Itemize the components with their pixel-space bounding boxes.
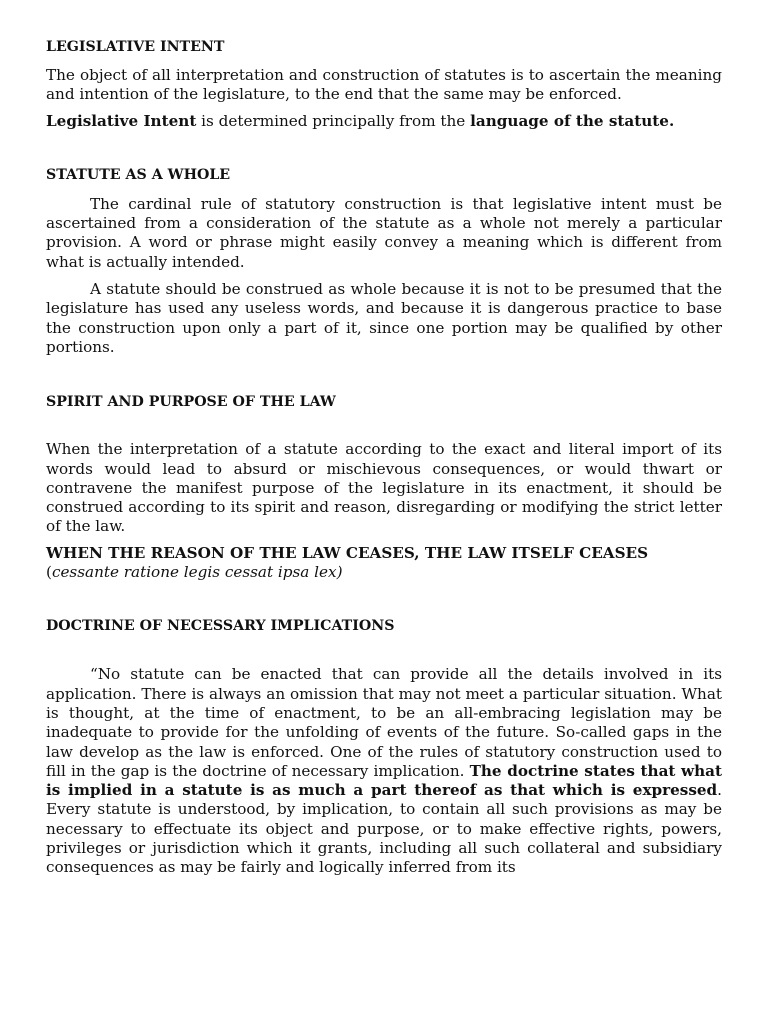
maxim-latin-line (46, 563, 722, 582)
heading-legislative-intent: LEGISLATIVE INTENT (46, 39, 225, 55)
text-every-statute: . Every statute is understood, by implication, to contain all such provisions as may be necessary to effectuate its object and purpose, or to make effective rights, powers, privileges or jurisdiction which it grants, including all such collateral and subsidiary consequences as may be fairly and logically inferred from its (46, 781, 722, 877)
paragraph-legislative-intent-object: The object of all interpretation and construction of statutes is to ascertain the meaning and intention of the legislature, to the end that the same may be enforced. (46, 66, 722, 104)
paragraph-legislative-intent-language (46, 112, 722, 131)
paragraph-cardinal-rule: The cardinal rule of statutory construction is that legislative intent must be ascertained from a consideration of the statute as a whole not merely a particular provision. A word or phrase might easily convey a meaning which is different from what is actually intended. (46, 194, 722, 271)
maxim-paren: ( (46, 563, 52, 582)
bold-legislative-intent: Legislative Intent (46, 111, 197, 130)
heading-necessary-implications: DOCTRINE OF NECESSARY IMPLICATIONS (46, 618, 395, 635)
paragraph-necessary-implication (46, 665, 722, 877)
heading-spirit-purpose: SPIRIT AND PURPOSE OF THE LAW (46, 394, 336, 411)
heading-statute-as-whole: STATUTE AS A WHOLE (46, 166, 231, 183)
bold-maxim: WHEN THE REASON OF THE LAW CEASES, THE LAW ITSELF CEASES (46, 543, 649, 562)
bold-doctrine-states: The doctrine states that what is implied in a statute is as much a part thereof as that which is expressed (46, 761, 722, 800)
bold-language-of-statute: language of the statute. (470, 111, 675, 130)
paragraph-spirit-reason: When the interpretation of a statute according to the exact and literal import of its words would lead to absurd or mischievous consequences, or would thwart or contravene the manifest purpose of the legislature in its enactment, it should be construed according to its spirit and reason, disregarding or modifying the strict letter of the law. (46, 440, 722, 536)
text-determined-principally: is determined principally from the (196, 111, 471, 130)
maxim-latin: cessante ratione legis cessat ipsa lex) (51, 563, 343, 582)
text-no-statute: “No statute can be enacted that can provide all the details involved in its application. There is always an omission that may not meet a particular situation. What is thought, at the time of enactment, to be an all-embracing legislation may be inadequate to provide for the unfolding of events of the future. So-called gaps in the law develop as the law is enforced. One of the rules of statutory construction used to fill in the gap is the doctrine of necessary implication. (46, 665, 722, 780)
maxim-heading (46, 544, 722, 563)
paragraph-construed-as-whole: A statute should be construed as whole because it is not to be presumed that the legislature has used any useless words, and because it is dangerous practice to base the construction upon only a part of it, since one portion may be qualified by other portions. (46, 280, 722, 356)
